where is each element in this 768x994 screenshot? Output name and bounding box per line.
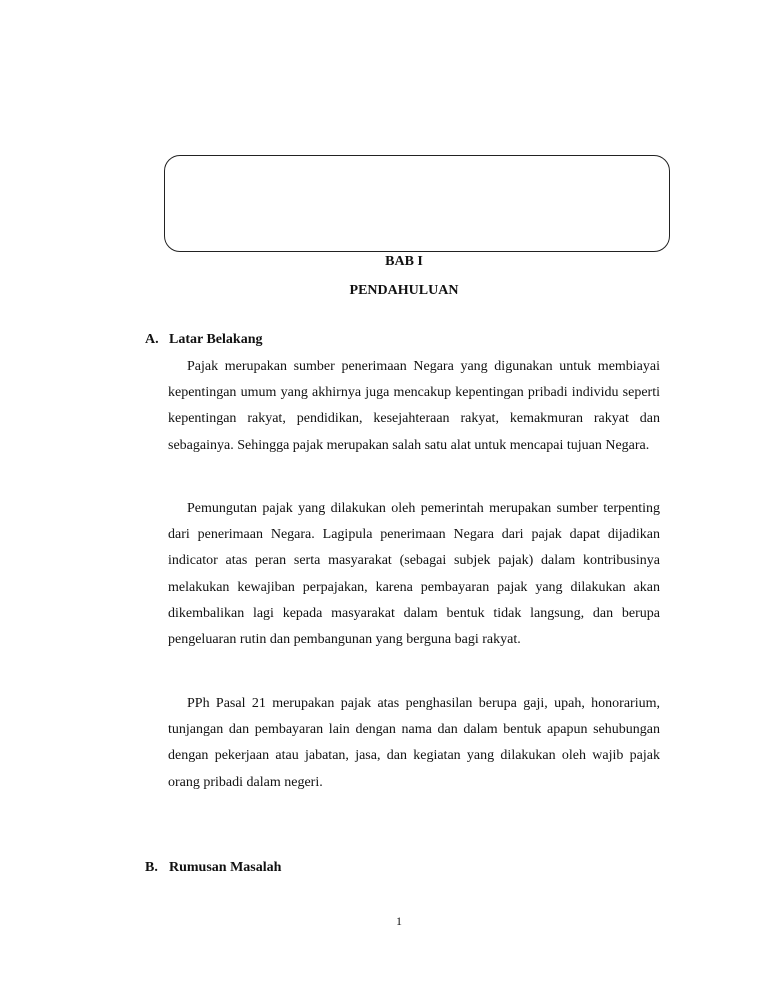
paragraph-2: Pemungutan pajak yang dilakukan oleh pemerintah merupakan sumber terpenting dari penerimaan Negara. Lagipula penerimaan Negara dari pajak dapat dijadikan indicator atas peran serta masyarakat (sebagai subjek pajak) dalam kontribusinya melakukan kewajiban perpajakan, karena pembayaran pajak yang dilakukan akan dikembalikan lagi kepada masyarakat dalam bentuk tidak langsung, dan berupa pengeluaran rutin dan pembangunan yang berguna bagi rakyat.: [168, 501, 660, 648]
section-letter: B.: [145, 860, 158, 875]
paragraph-1: Pajak merupakan sumber penerimaan Negara yang digunakan untuk membiayai kepentingan umum yang akhirnya juga mencakup kepentingan pribadi individu seperti kepentingan rakyat, pendidikan, kesejahteraan rakyat, kemakmuran rakyat dan sebagainya. Sehingga pajak merupakan salah satu alat untuk mencapai tujuan Negara.: [168, 359, 660, 453]
section-title: Rumusan Masalah: [169, 860, 282, 875]
section-heading-rumusan-masalah: [145, 860, 281, 876]
page-number: 1: [396, 914, 402, 928]
chapter-title: PENDAHULUAN: [349, 283, 459, 298]
section-letter: A.: [145, 332, 159, 347]
section-title: Latar Belakang: [169, 332, 263, 347]
paragraph-3: PPh Pasal 21 merupakan pajak atas penghasilan berupa gaji, upah, honorarium, tunjangan dan pembayaran lain dengan nama dan dalam bentuk apapun sehubungan dengan pekerjaan atau jabatan, jasa, dan kegiatan yang dilakukan oleh wajib pajak orang pribadi dalam negeri.: [168, 696, 660, 790]
header-box: [164, 155, 670, 252]
section-heading-latar-belakang: [145, 332, 262, 348]
chapter-number: BAB I: [385, 254, 423, 269]
